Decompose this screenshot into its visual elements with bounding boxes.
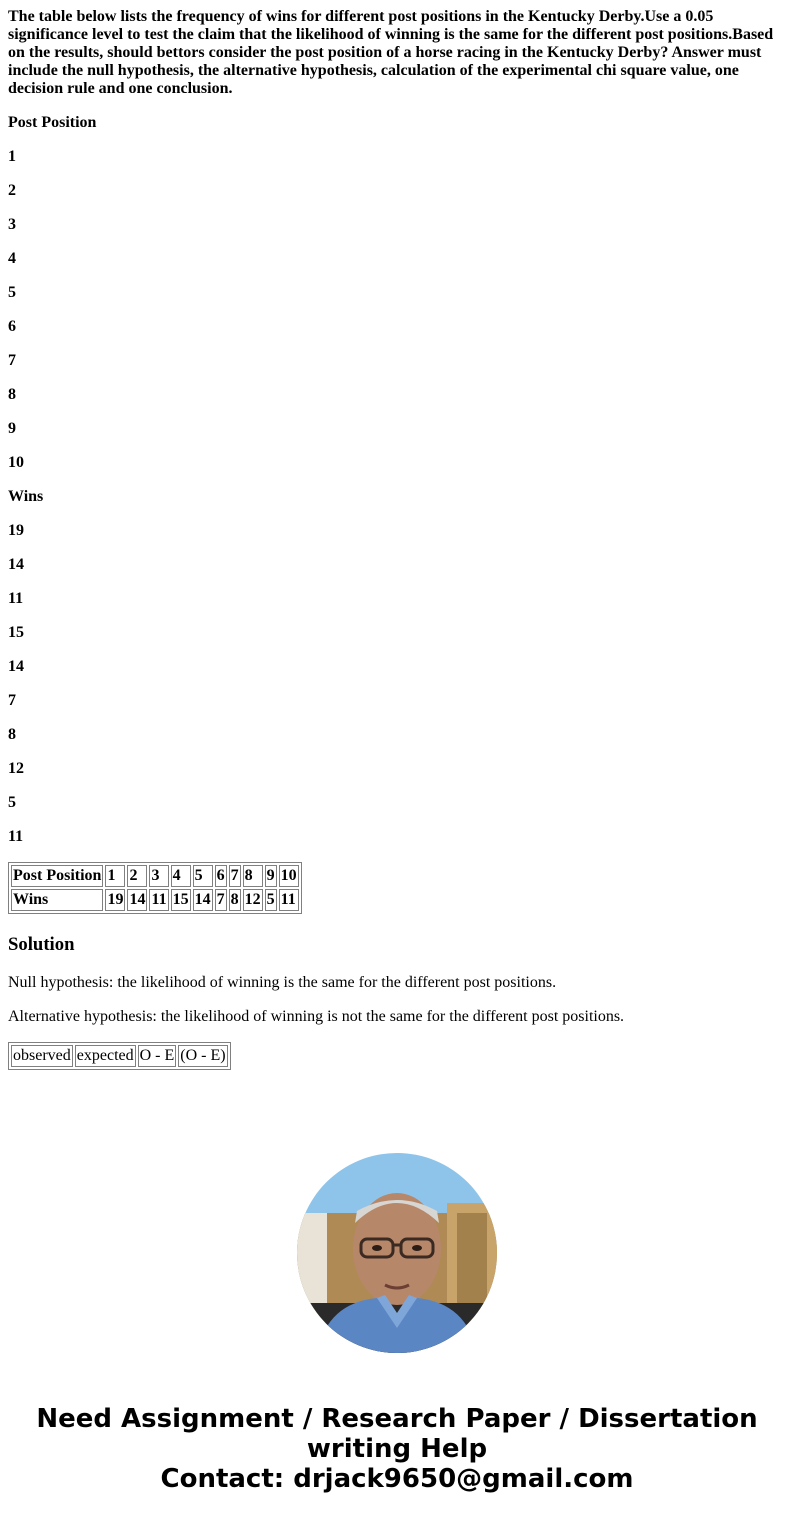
list-item: 15	[8, 624, 24, 641]
table-cell: 2	[127, 865, 147, 887]
list-item: 2	[8, 182, 16, 199]
table-header-cell: observed	[11, 1045, 73, 1067]
table-row	[11, 1045, 228, 1067]
contact-banner	[0, 1404, 794, 1494]
table-cell: 10	[279, 865, 299, 887]
table-cell: 7	[215, 889, 227, 911]
table-cell: 12	[243, 889, 263, 911]
list-item: 11	[8, 828, 24, 845]
table-cell: 4	[171, 865, 191, 887]
table-header-cell: expected	[75, 1045, 136, 1067]
list-item: 12	[8, 760, 24, 777]
null-hypothesis: Null hypothesis: the likelihood of winning is the same for the different post positions.	[8, 974, 557, 991]
table-cell: 8	[243, 865, 263, 887]
table-cell: 5	[193, 865, 213, 887]
table-cell: 9	[265, 865, 277, 887]
cta-email: Contact: drjack9650@gmail.com	[160, 1464, 634, 1494]
table-cell: 5	[265, 889, 277, 911]
table-cell: 7	[229, 865, 241, 887]
cta-line: writing Help	[306, 1434, 488, 1464]
list-item: 7	[8, 692, 16, 709]
table-cell: 3	[149, 865, 168, 887]
list-item: 7	[8, 352, 16, 369]
list-item: 6	[8, 318, 16, 335]
table-cell: 15	[171, 889, 191, 911]
table-header-cell: O - E	[138, 1045, 177, 1067]
table-cell: 19	[105, 889, 125, 911]
question-text: The table below lists the frequency of wins for different post positions in the Kentucky Derby.Use a 0.05 significance level to test the claim that the likelihood of winning is the same for the different post positions.Based on the results, should bettors consider the post position of a horse racing in the Kentucky Derby? Answer must include the null hypothesis, the alternative hypothesis, calculation of the experimental chi square value, one decision rule and one conclusion.	[8, 8, 774, 97]
table-cell: 14	[127, 889, 147, 911]
wins-table	[8, 862, 302, 914]
cta-line: Need Assignment / Research Paper / Dissertation	[36, 1404, 758, 1434]
table-cell: 11	[279, 889, 299, 911]
table-header-cell: (O - E)	[178, 1045, 227, 1067]
list-item: 9	[8, 420, 16, 437]
list-item: 4	[8, 250, 16, 267]
table-row	[11, 865, 299, 887]
table-cell: 14	[193, 889, 213, 911]
table-row	[11, 889, 299, 911]
list-item: 8	[8, 386, 16, 403]
calc-table	[8, 1042, 231, 1070]
table-cell-label: Post Position	[11, 865, 103, 887]
list-item: 19	[8, 522, 24, 539]
list-item: 5	[8, 794, 16, 811]
list-item: 11	[8, 590, 24, 607]
wins-heading: Wins	[8, 488, 44, 505]
list-item: 8	[8, 726, 16, 743]
table-cell: 11	[149, 889, 168, 911]
list-item: 10	[8, 454, 24, 471]
wins-list	[8, 522, 786, 846]
list-item: 1	[8, 148, 16, 165]
list-item: 5	[8, 284, 16, 301]
positions-heading: Post Position	[8, 114, 97, 131]
alternative-hypothesis: Alternative hypothesis: the likelihood of winning is not the same for the different post positions.	[8, 1008, 625, 1025]
table-cell: 6	[215, 865, 227, 887]
document-content	[8, 8, 786, 1070]
list-item: 3	[8, 216, 16, 233]
list-item: 14	[8, 658, 24, 675]
person-photo-icon	[297, 1153, 497, 1353]
positions-list	[8, 148, 786, 472]
table-cell-label: Wins	[11, 889, 103, 911]
list-item: 14	[8, 556, 24, 573]
table-cell: 1	[105, 865, 125, 887]
solution-heading: Solution	[8, 934, 75, 955]
table-cell: 8	[229, 889, 241, 911]
author-photo	[297, 1153, 497, 1353]
